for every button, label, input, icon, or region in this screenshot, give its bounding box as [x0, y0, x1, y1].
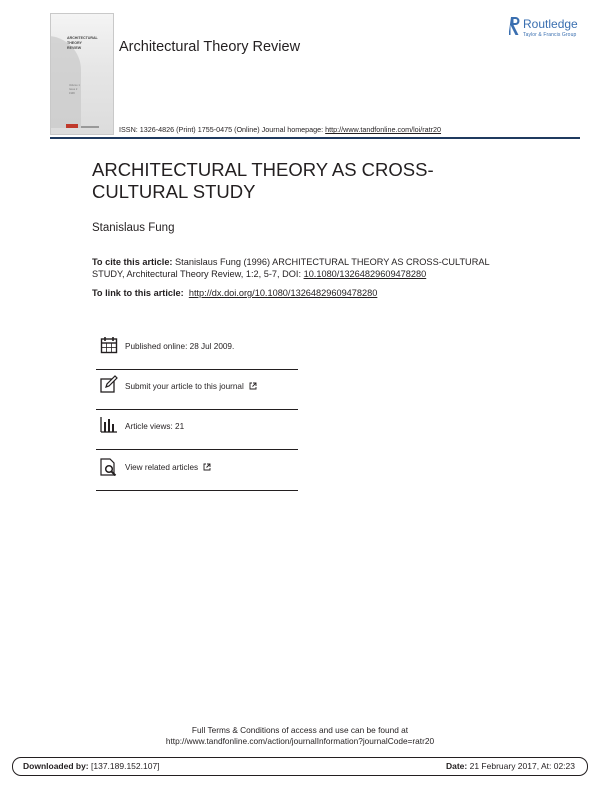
bar-chart-icon — [100, 416, 118, 434]
submit-row[interactable] — [96, 373, 298, 413]
cover-title-line: REVIEW — [67, 46, 82, 50]
related-articles-icon — [100, 458, 118, 476]
cover-publisher-text — [81, 126, 99, 128]
external-link-icon — [203, 463, 211, 471]
routledge-logo — [509, 16, 589, 42]
article-title: ARCHITECTURAL THEORY AS CROSS-CULTURAL STUDY — [92, 159, 434, 202]
published-date: Published online: 28 Jul 2009. — [125, 342, 235, 351]
meta-divider — [96, 369, 298, 370]
views-row — [96, 413, 298, 453]
cite-label: To cite this article: — [92, 257, 173, 267]
external-link-icon — [249, 382, 257, 390]
download-date-value: 21 February 2017, At: 02:23 — [467, 761, 575, 771]
download-date-label: Date: — [445, 761, 468, 771]
link-label: To link to this article: — [92, 288, 184, 298]
terms-url-link[interactable]: http://www.tandfonline.com/action/journalInformation?journalCode=ratr20 — [165, 736, 435, 746]
download-date — [446, 761, 575, 771]
cover-publisher-mark — [66, 124, 78, 128]
terms-notice — [0, 725, 600, 747]
cover-title-line: THEORY — [67, 41, 82, 45]
meta-divider — [96, 409, 298, 410]
view-related-label: View related articles — [125, 463, 199, 472]
downloaded-by-ip: [137.189.152.107] — [88, 761, 160, 771]
publisher-name: Routledge — [523, 17, 578, 31]
submit-article-link[interactable] — [125, 382, 257, 391]
download-footer — [12, 757, 588, 776]
meta-divider — [96, 490, 298, 491]
terms-line: Full Terms & Conditions of access and use can be found at — [191, 725, 409, 735]
edit-icon — [100, 375, 118, 393]
cover-line: Volume 1 — [69, 84, 80, 87]
publisher-tagline: Taylor & Francis Group — [523, 32, 577, 38]
published-row — [96, 333, 298, 373]
view-related-link[interactable] — [125, 463, 211, 472]
cover-line: 1996 — [69, 92, 75, 95]
cite-text: Stanislaus Fung (1996) ARCHITECTURAL THEORY AS CROSS-CULTURAL STUDY, Architectural Theory Review, 1:2, 5-7, DOI: — [92, 257, 490, 279]
issn-line — [119, 125, 441, 134]
related-row[interactable] — [96, 453, 298, 493]
article-link-line — [92, 288, 377, 298]
submit-article-label: Submit your article to this journal — [125, 382, 244, 391]
article-url-link[interactable]: http://dx.doi.org/10.1080/13264829609478280 — [188, 288, 378, 298]
doi-link[interactable]: 10.1080/13264829609478280 — [303, 268, 427, 279]
journal-homepage-link[interactable]: http://www.tandfonline.com/loi/ratr20 — [325, 125, 442, 134]
cover-title-line: ARCHITECTURAL — [67, 36, 98, 40]
citation-block — [92, 257, 517, 280]
routledge-r-icon — [509, 16, 521, 38]
article-author: Stanislaus Fung — [92, 222, 175, 234]
issn-text: ISSN: 1326-4826 (Print) 1755-0475 (Online) Journal homepage: — [119, 125, 326, 134]
header-divider — [50, 137, 580, 139]
meta-divider — [96, 449, 298, 450]
journal-cover-thumbnail — [50, 13, 114, 135]
calendar-icon — [100, 336, 118, 354]
downloaded-by — [23, 761, 160, 771]
cover-line: Issue 2 — [69, 88, 78, 91]
journal-title: Architectural Theory Review — [119, 39, 301, 55]
article-views: Article views: 21 — [125, 422, 185, 431]
downloaded-by-label: Downloaded by: — [23, 761, 89, 771]
